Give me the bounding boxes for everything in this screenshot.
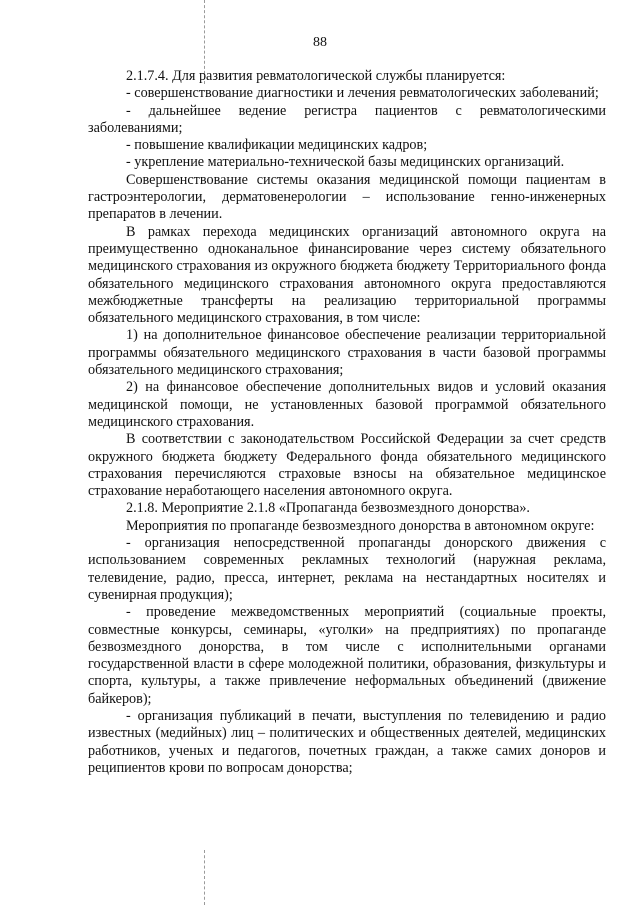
page-number: 88 (313, 35, 327, 50)
list-item: - проведение межведомственных мероприятий (социальные проекты, совместные конкурсы, семинары, «уголки» на предприятиях) по пропаганде безвозмездного донорства, в том числе с исполнительными органами государственной власти в сфере молодежной политики, образования, физкультуры и спорта, культуры, а также привлечение неформальных объединений (движение байкеров); (88, 604, 606, 707)
paragraph: Мероприятия по пропаганде безвозмездного донорства в автономном округе: (126, 517, 595, 534)
list-item: 1) на дополнительное финансовое обеспечение реализации территориальной программы обязательного медицинского страхования в части базовой программы обязательного медицинского страхования; (88, 327, 606, 379)
list-item: - организация непосредственной пропаганды донорского движения с использованием современных рекламных технологий (наружная реклама, телевидение, радио, пресса, интернет, реклама на нестандартных носителях и сувенирная продукция); (88, 535, 606, 603)
margin-rule-bottom (204, 850, 205, 905)
list-item: 2) на финансовое обеспечение дополнительных видов и условий оказания медицинской помощи, не установленных базовой программой обязательного медицинского страхования. (88, 379, 606, 430)
list-item: - организация публикаций в печати, выступления по телевидению и радио известных (медийных) лиц – политических и общественных деятелей, медицинских работников, ученых и педагогов, почетных граждан, а также самих доноров и реципиентов крови по вопросам донорства; (88, 707, 606, 776)
section-heading-2-1-8: 2.1.8. Мероприятие 2.1.8 «Пропаганда безвозмездного донорства». (126, 500, 530, 517)
list-item: - дальнейшее ведение регистра пациентов с ревматологическими заболеваниями; (88, 102, 606, 136)
list-item: - повышение квалификации медицинских кадров; (126, 137, 428, 154)
paragraph: В рамках перехода медицинских организаций автономного округа на преимущественно одноканальное финансирование через систему обязательного медицинского страхования из окружного бюджета бюджету Территориального фонда обязательного медицинского страхования автономного округа предоставляются межбюджетные трансферты на реализацию территориальной программы обязательного медицинского страхования, в том числе: (88, 223, 606, 327)
document-body (88, 68, 606, 777)
list-item: - совершенствование диагностики и лечения ревматологических заболеваний; (126, 85, 599, 102)
list-item: - укрепление материально-технической базы медицинских организаций. (126, 154, 565, 171)
paragraph: Совершенствование системы оказания медицинской помощи пациентам в гастроэнтерологии, дерматовенерологии – использование генно-инженерных препаратов в лечении. (88, 171, 606, 223)
paragraph: В соответствии с законодательством Российской Федерации за счет средств окружного бюджета бюджету Федерального фонда обязательного медицинского страхования перечисляются страховые взносы на обязательное медицинское страхование неработающего населения автономного округа. (88, 431, 606, 500)
section-heading-2-1-7-4: 2.1.7.4. Для развития ревматологической службы планируется: (126, 68, 506, 84)
